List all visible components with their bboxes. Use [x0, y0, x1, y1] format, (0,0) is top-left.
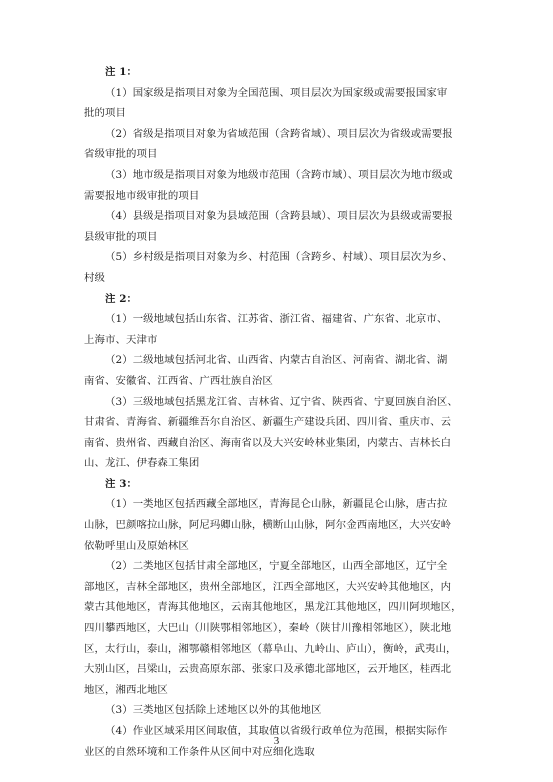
page-number: 3	[273, 735, 280, 747]
text-line: 南省、安徽省、江西省、广西壮族自治区	[84, 374, 273, 387]
text-line: 山、龙江、伊春森工集团	[84, 457, 200, 470]
text-line: （2）二级地域包括河北省、山西省、内蒙古自治区、河南省、湖北省、湖	[105, 354, 448, 367]
note-heading: 注 3：	[105, 477, 138, 490]
text-line: 部地区，吉林全部地区，贵州全部地区，江西全部地区，大兴安岭其他地区，内	[84, 580, 452, 593]
text-line: 四川攀西地区，大巴山（川陕鄂相邻地区），秦岭（陕甘川豫相邻地区），陕北地	[84, 622, 452, 635]
note-heading: 注 2：	[105, 292, 138, 305]
text-line: 县级审批的项目	[84, 230, 158, 243]
text-line: （1）国家级是指项目对象为全国范围、项目层次为国家级或需要报国家审	[105, 86, 448, 99]
text-line: 批的项目	[84, 107, 126, 120]
note-heading: 注 1：	[105, 66, 138, 78]
text-line: 上海市、天津市	[84, 333, 158, 346]
text-line: 南省、贵州省、西藏自治区、海南省以及大兴安岭林业集团，内蒙古、吉林长白	[84, 436, 452, 449]
text-line: （5）乡村级是指项目对象为乡、村范围（含跨乡、村域）、项目层次为乡、	[105, 251, 453, 264]
text-line: （2）省级是指项目对象为省域范围（含跨省域）、项目层次为省级或需要报	[105, 127, 453, 140]
text-line: （1）一类地区包括西藏全部地区，青海昆仑山脉，新疆昆仑山脉，唐古拉	[105, 498, 448, 511]
document-body	[84, 62, 476, 762]
text-line: 区，太行山，泰山，湘鄂赣相邻地区（幕阜山、九岭山、庐山），衡岭，武夷山，	[84, 642, 457, 655]
text-line: （3）三类地区包括除上述地区以外的其他地区	[105, 704, 322, 717]
text-line: 省级审批的项目	[84, 148, 158, 161]
text-line: （3）地市级是指项目对象为地级市范围（含跨市域）、项目层次为地市级或	[105, 168, 453, 181]
text-line: 甘肃省、青海省、新疆维吾尔自治区、新疆生产建设兵团、四川省、重庆市、云	[84, 416, 452, 429]
text-line: 蒙古其他地区，青海其他地区，云南其他地区，黑龙江其他地区，四川阿坝地区，	[84, 601, 462, 614]
text-line: （4）县级是指项目对象为县域范围（含跨县域）、项目层次为县级或需要报	[105, 210, 453, 223]
text-line: 村级	[84, 271, 105, 284]
text-line: 大别山区，吕梁山，云贵高原东部、张家口及承德北部地区，云开地区，桂西北	[84, 663, 452, 676]
text-line: 地区，湘西北地区	[84, 683, 168, 696]
text-line: （4）作业区域采用区间取值，其取值以省级行政单位为范围，根据实际作	[105, 725, 448, 737]
text-line: （2）二类地区包括甘肃全部地区，宁夏全部地区，山西全部地区，辽宁全	[105, 560, 448, 573]
text-line: 山脉，巴颜喀拉山脉，阿尼玛卿山脉，横断山山脉，阿尔金西南地区，大兴安岭	[84, 519, 452, 532]
text-line: 依勒呼里山及原始林区	[84, 539, 189, 552]
text-line: （3）三级地域包括黑龙江省、吉林省、辽宁省、陕西省、宁夏回族自治区、	[105, 395, 458, 408]
text-line: （1）一级地域包括山东省、江苏省、浙江省、福建省、广东省、北京市、	[105, 313, 448, 326]
text-line: 需要报地市级审批的项目	[84, 189, 200, 202]
text-line: 业区的自然环境和工作条件从区间中对应细化选取	[84, 745, 315, 758]
